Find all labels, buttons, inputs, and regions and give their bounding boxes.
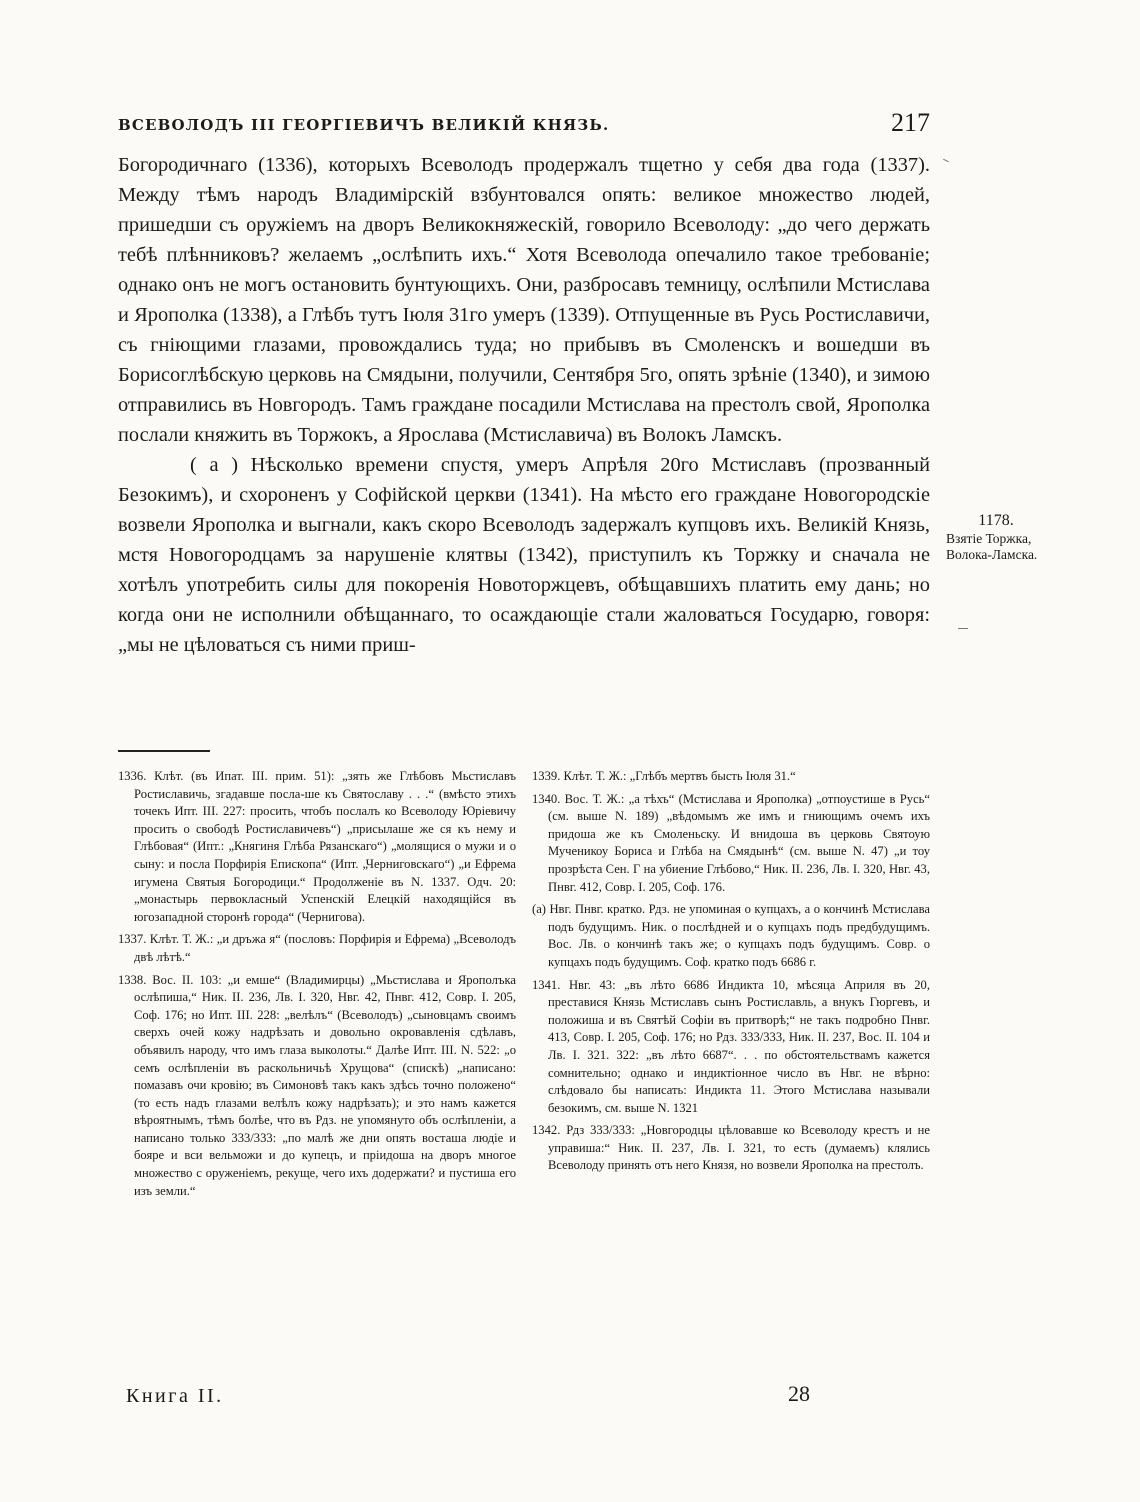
footnotes bbox=[118, 768, 930, 1205]
footnote-rule bbox=[118, 750, 210, 752]
book-signature: Книга II. bbox=[126, 1385, 224, 1407]
sheet-number: 28 bbox=[788, 1381, 810, 1406]
margin-caption: Взятіе Торжка, Волока-Ламска. bbox=[946, 531, 1038, 562]
margin-year: 1178. bbox=[978, 512, 1014, 529]
footnotes-left-column bbox=[118, 768, 516, 1205]
footnote-1342: 1342. Рдз 333/333: „Новгородцы цѣловавше ко Всеволоду крестъ и не управиша:“ Ник. II. 237, Лв. I. 321, то есть (думаемъ) клялись Всеволоду принять отъ него Князя, но возвели Ярополка на престолъ. bbox=[532, 1123, 930, 1173]
footnote-a: (а) Нвг. Пнвг. кратко. Рдз. не упоминая о купцахъ, а о кончинѣ Мстислава подъ будущимъ. Ник. о послѣдней и о купцахъ подъ предбудущимъ. Вос. Лв. о кончинѣ такъ же; о купцахъ подъ будущимъ. Совр. о купцахъ подъ будущимъ. Соф. кратко подъ 6686 г. bbox=[532, 902, 930, 969]
paragraph-1: Богородичнаго (1336), которыхъ Всеволодъ продержалъ тщетно у себя два года (1337). Между тѣмъ народъ Владимірскій взбунтовался опять: великое множество людей, пришедши съ оружіемъ на дворъ Великокняжескій, говорило Всеволоду: „до чего держать тебѣ плѣнниковъ? желаемъ „ослѣпить ихъ.“ Хотя Всеволода опечалило такое требованіе; однако онъ не могъ остановить бунтующихъ. Они, разбросавъ темницу, ослѣпили Мстислава и Ярополка (1338), а Глѣбъ тутъ Іюля 31го умеръ (1339). Отпущенные въ Русь Ростиславичи, съ гніющими глазами, провождались туда; но прибывъ въ Смоленскъ и вошедши въ Борисоглѣбскую церковь на Смядыни, получили, Сентября 5го, опять зрѣніе (1340), и зимою отправились въ Новгородъ. Тамъ граждане посадили Мстислава на престолъ свой, Ярополка послали княжить въ Торжокъ, а Ярослава (Мстиславича) въ Волокъ Ламскъ. bbox=[118, 154, 930, 446]
footnotes-right-column bbox=[532, 768, 930, 1205]
margin-tick bbox=[943, 159, 949, 162]
footnote-1338: 1338. Вос. II. 103: „и емше“ (Владимирцы) „Мьстислава и Ярополъка ослѣпиша,“ Ник. II. 236, Лв. I. 320, Нвг. 42, Пнвг. 412, Совр. I. 205, Соф. 176; но Ипт. III. 228: „велѣлъ“ (Всеволодъ) „сыновцамъ своимъ сверхъ очей кожу надрѣзать и довольно окровавленія сдѣлавъ, объявилъ народу, что имъ глаза выколоты.“ Далѣе Ипт. III. N. 522: „о семъ ослѣпленіи въ раскольничьѣ Хрущова“ (спискѣ) „написано: помазавъ очи кровію; въ Симоновѣ такъ какъ здѣсь точно положено“ (то есть надъ глазами велѣлъ кожу надрѣзать); и это намъ кажется вѣроятнымъ, тѣмъ болѣе, что въ Рдз. не упомянуто объ ослѣпленіи, а написано только 333/333: „по малѣ же дни опять восташа людіе и бояре и вси вельможи и до купецъ, и пріидоша на дворъ многое множество с оруженіемъ, рекуще, чего ихъ додержати? и пустиша его изъ земли.“ bbox=[118, 972, 516, 1198]
page-number: 217 bbox=[891, 108, 930, 137]
footnote-1341: 1341. Нвг. 43: „въ лѣто 6686 Индикта 10, мѣсяца Априля въ 20, преставися Князь Мстиславъ сынъ Ростиславль, а внукъ Гюргевъ, и положиша и въ Святѣй Софіи въ притворѣ;“ не такъ подробно Пнвг. 413, Совр. I. 205, Соф. 176; но Рдз. 333/333, Ник. II. 237, Вос. II. 104 и Лв. I. 321. 322: „въ лѣто 6687“. . . по обстоятельствамъ кажется сомнительно; однако и индиктіонное число въ Нвг. не вѣрно: слѣдовало бы написать: Индикта 11. Этого Мстислава называли безокимъ, см. выше N. 1321 bbox=[532, 977, 930, 1115]
footnote-1339: 1339. Клѣт. Т. Ж.: „Глѣбъ мертвъ бысть Іюля 31.“ bbox=[532, 769, 796, 783]
main-text bbox=[118, 150, 930, 660]
page-footer bbox=[118, 1381, 930, 1415]
footnote-1340: 1340. Вос. Т. Ж.: „а тѣхъ“ (Мстислава и Ярополка) „отпоустише в Русь“ (см. выше N. 189) „вѣдомымъ же имъ и гниющимъ очемъ ихъ придоша же къ Смоленьску. И внидоша въ церковь Святоую Мученикоу Бориса и Глѣба на Смядынѣ“ (см. выше N. 47) „и тоу прозрѣста Сен. Г на убиение Глѣбово,“ Ник. II. 236, Лв. I. 320, Нвг. 43, Пнвг. 412, Совр. I. 205, Соф. 176. bbox=[532, 791, 930, 894]
margin-tick bbox=[958, 628, 968, 629]
running-title: ВСЕВОЛОДЪ III ГЕОРГІЕВИЧЪ ВЕЛИКІЙ КНЯЗЬ. bbox=[118, 116, 610, 134]
page-header bbox=[0, 108, 930, 142]
paragraph-2: ( а ) Нѣсколько времени спустя, умеръ Апрѣля 20го Мстиславъ (прозванный Безокимъ), и схороненъ у Софійской церкви (1341). На мѣсто его граждане Новогородскіе возвели Ярополка и выгнали, какъ скоро Всеволодъ задержалъ купцовъ ихъ. Великій Князь, мстя Новогородцамъ за нарушеніе клятвы (1342), приступилъ къ Торжку и сначала не хотѣлъ употребить силы для покоренія Новоторжцевъ, обѣщавшихъ платить ему дань; но когда они не исполнили обѣщаннаго, то осаждающіе стали жаловаться Государю, говоря: „мы не цѣловаться съ ними приш- bbox=[118, 454, 930, 656]
margin-note bbox=[946, 513, 1046, 563]
footnote-1337: 1337. Клѣт. Т. Ж.: „и дръжа я“ (пословъ: Порфирія и Ефрема) „Всеволодъ двѣ лѣтѣ.“ bbox=[118, 932, 516, 964]
footnote-1336: 1336. Клѣт. (въ Ипат. III. прим. 51): „зять же Глѣбовъ Мьстиславъ Ростиславичь, згадавше посла-ше къ Святославу . . .“ (вмѣсто этихъ точекъ Ипт. III. 227: просить, чтобъ послалъ ко Всеволоду Юріевичу просить о свободѣ Ростиславичевъ“) „присылаше же ся къ нему и Глѣбовая“ (Ипт.: „Княгиня Глѣба Рязанскаго“) „молящися о мужи и о сыну: и посла Порфирія Епископа“ (Ипт. „Черниговскаго“) „и Ефрема игумена Святыя Богородици.“ Продолженіе въ N. 1337. Одч. 20: „монастырь первокласный Успенскій Елецкій находящійся въ югозападной сторонѣ города“ (Черниговa). bbox=[118, 769, 516, 924]
